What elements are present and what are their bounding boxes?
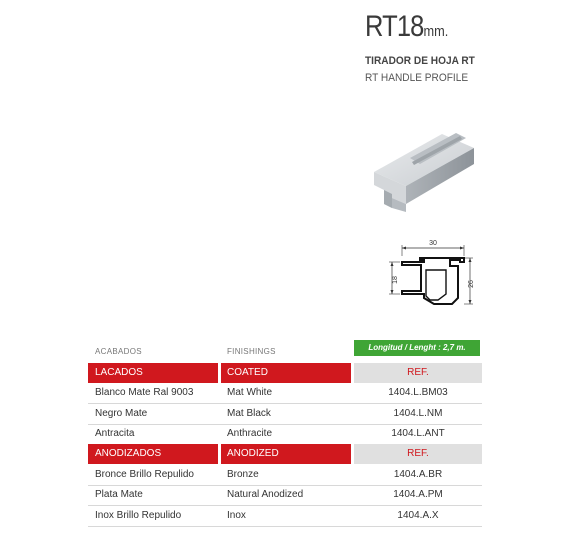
header-finishes-spanish: ACABADOS [95, 347, 142, 356]
table-row [88, 506, 482, 526]
length-badge: Longitud / Lenght : 2,7 m. [354, 340, 480, 356]
section-title-spanish: ANODIZADOS [95, 448, 162, 459]
inner-dimension: 18 [392, 276, 399, 284]
product-name-english: RT HANDLE PROFILE [365, 72, 469, 84]
finish-spanish: Bronce Brillo Repulido [95, 469, 194, 480]
reference-code: 1404.A.X [397, 510, 439, 521]
table-row [88, 485, 482, 505]
finish-spanish: Plata Mate [95, 489, 143, 500]
finish-spanish: Inox Brillo Repulido [95, 510, 182, 521]
table-row [88, 404, 482, 424]
section-title-english: ANODIZED [227, 448, 279, 459]
reference-code: 1404.A.BR [393, 469, 443, 480]
finish-english: Mat White [227, 387, 273, 398]
section-header-anodized [88, 444, 482, 464]
table-row [88, 383, 482, 403]
header-finishes-english: FINISHINGS [227, 347, 276, 356]
section-header-coated [88, 363, 482, 383]
reference-code: 1404.L.ANT [391, 428, 445, 439]
product-name-spanish: TIRADOR DE HOJA RT [365, 55, 475, 67]
ref-label: REF. [407, 448, 429, 459]
profile-3d-render [370, 128, 480, 220]
finish-english: Mat Black [227, 408, 271, 419]
finish-english: Bronze [227, 469, 259, 480]
profile-section-drawing [380, 236, 480, 312]
width-dimension: 30 [429, 240, 437, 247]
ref-label: REF. [407, 367, 429, 378]
reference-code: 1404.L.BM03 [388, 387, 448, 398]
reference-code: 1404.L.NM [393, 408, 443, 419]
finish-spanish: Negro Mate [95, 408, 148, 419]
section-title-spanish: LACADOS [95, 367, 143, 378]
finish-spanish: Blanco Mate Ral 9003 [95, 387, 194, 398]
product-title [365, 10, 463, 44]
finish-spanish: Antracita [95, 428, 135, 439]
reference-code: 1404.A.PM [393, 489, 443, 500]
finish-english: Natural Anodized [227, 489, 304, 500]
height-dimension: 26 [468, 280, 475, 288]
table-row [88, 465, 482, 485]
table-row [88, 424, 482, 444]
section-title-english: COATED [227, 367, 268, 378]
finish-english: Inox [227, 510, 246, 521]
finish-english: Anthracite [227, 428, 273, 439]
product-model: RT18mm. [365, 10, 449, 43]
